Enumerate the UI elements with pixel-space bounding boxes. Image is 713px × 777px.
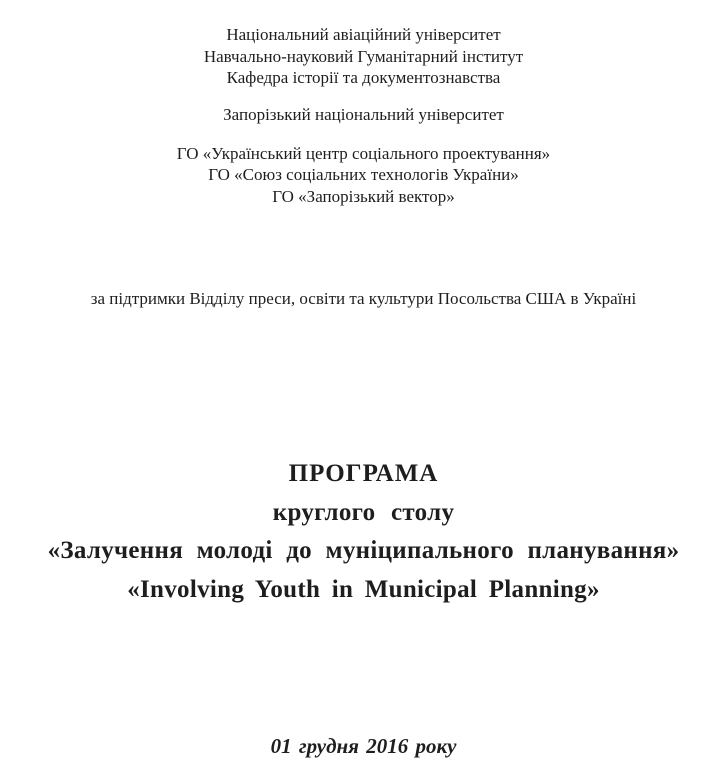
ngo-line-center: ГО «Український центр соціального проектування» [176,143,551,163]
program-topic-ukrainian: «Залучення молоді до муніципального планування» [47,537,680,564]
secondary-university-line: Запорізький національний університет [223,104,504,124]
program-heading: ПРОГРАМА [288,460,439,487]
ngo-block [14,143,713,208]
org-line-department: Кафедра історії та документознавства [226,68,501,87]
event-date: 01 грудня 2016 року [270,734,457,758]
program-subheading: круглого столу [272,498,455,526]
primary-organizations-block [14,24,713,89]
program-topic-english: «Involving Youth in Municipal Planning» [127,575,600,603]
support-note: за підтримки Відділу преси, освіти та культури Посольства США в Україні [90,289,637,308]
org-line-university: Національний авіаційний університет [226,25,501,44]
ngo-line-vector: ГО «Запорізький вектор» [272,186,455,206]
org-line-institute: Навчально-науковий Гуманітарний інститут [203,46,524,66]
ngo-line-union: ГО «Союз соціальних технологів України» [208,165,519,184]
